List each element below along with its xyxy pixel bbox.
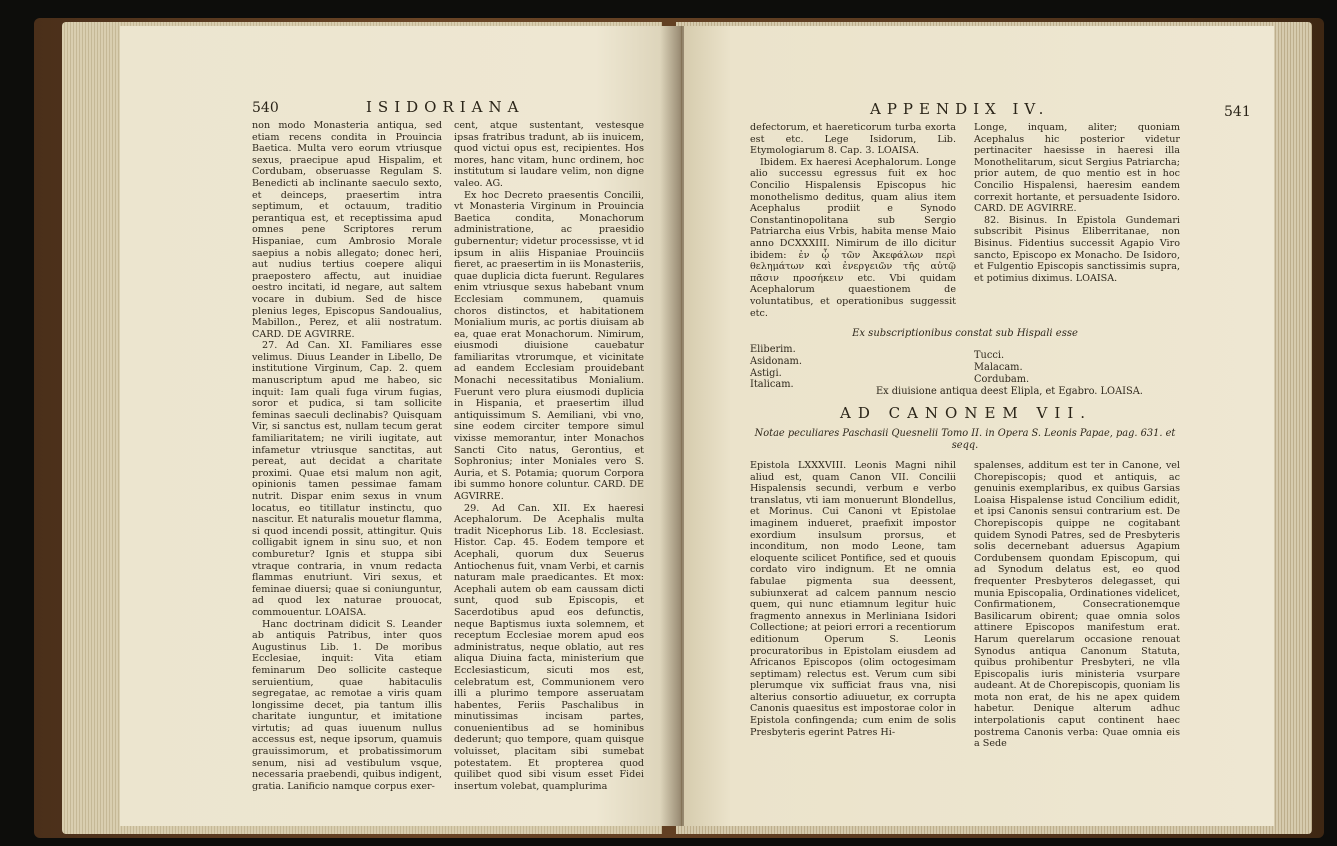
paragraph: 29. Ad Can. XII. Ex haeresi Acephalorum. De Acephalis multa tradit Nicephorus Lib. 18. Ecclesiast. Histor. Cap. 45. Eodem tempore et Acephali, quorum dux Seuerus Antiochenus fuit, vnam Verbi, et carnis naturam male praedicantes. Et mox: Acephali autem ob eam caussam dicti sunt, quod sub Episcopis, et Sacerdotibus apud eos defunctis, neque Baptismus iuxta solemnem, et receptum Ecclesiae morem apud eos administratus, neque oblatio, aut res aliqua Diuina facta, ministerium que Ecclesiasticum, sicuti mos est, celebratum est, Communionem vero illi a plurimo tempore asseruatam habentes, Feriis Paschalibus in minutissimas incisam partes, conuenientibus ad se hominibus dederunt; quo tempore, quam quisque voluisset, placitam sibi sumebat potestatem. Et propterea quod quilibet quod sibi visum esset Fidei insertum volebat, quamplurima bbox=[454, 502, 644, 792]
sees-right-list bbox=[974, 350, 1029, 385]
paragraph: spalenses, additum est ter in Canone, vel Chorepiscopis; quod et antiquis, ac genuinis exemplaribus, ex quibus Garsias Loaisa Hispalense istud Concilium edidit, et ipsi Canonis sensui contrarium est. De Chorepiscopis quippe ne cogitabant quidem Synodi Patres, sed de Presbyteris solis decernebant aduersus Agapium Cordubensem quondam Episcopum, qui ad Synodum delatus est, eo quod frequenter Presbyteros delegasset, qui munia Episcopalia, Ordinationes videlicet, Confirmationem, Consecrationemque Basilicarum obirent; quae omnia solos attinere Episcopos manifestum erat. Harum querelarum occasione renouat Synodus antiqua Canonum Statuta, quibus prohibentur Presbyteri, ne vlla Episcopalis iuris ministeria vsurpare audeant. At de Chorepiscopis, quoniam lis mota non erat, de his ne apex quidem habetur. Denique alterum adhuc interpolationis caput continent haec postrema Canonis verba: Quae omnia eis a Sede bbox=[974, 460, 1180, 750]
left-page bbox=[120, 26, 680, 826]
paragraph: Ex hoc Decreto praesentis Concilii, vt Monasteria Virginum in Prouincia Baetica condita, Monachorum administratione, ac praesidio gubernentur; videtur processisse, vt id ipsum in aliis Hispaniae Prouinciis fieret, ac praesertim in iis Monasteriis, quae duplicia dicta fuerunt. Regulares enim vtriusque sexus habebant vnum Ecclesiam communem, quamuis choros distinctos, et habitationem Monialium muris, ac portis diuisam ab ea, quae erat Monachorum. Nimirum, eiusmodi diuisione cauebatur familiaritas vtrorumque, et vicinitate ad eandem Ecclesiam prouidebant Monachi necessitatibus Monialium. Fuerunt vero plura eiusmodi duplicia in Hispania, et praesertim illud antiquissimum S. Aemiliani, vbi vno, sine eodem circiter tempore simul vixisse memorantur, inter Monachos Sancti Cito natus, Gerontius, et Sophronius; inter Moniales vero S. Auria, et S. Potamia; quorum Corpora ibi summo honore coluntur. CARD. DE AGVIRRE. bbox=[454, 189, 644, 502]
paragraph: defectorum, et haereticorum turba exorta est etc. Lege Isidorum, Lib. Etymologiarum 8. Cap. 3. LOAISA. bbox=[750, 122, 956, 157]
see-item: Cordubam. bbox=[974, 373, 1030, 385]
see-item: Eliberim. bbox=[750, 344, 796, 355]
paragraph: 82. Bisinus. In Epistola Gundemari subscribit Pisinus Eliberritanae, non Bisinus. Fidentius successit Agapio Viro sancto, Episcopo ex Monacho. De Isidoro, et Fulgentio Episcopis sanctissimis supra, et potimius diximus. LOAISA. bbox=[974, 214, 1180, 284]
see-item: Tucci. bbox=[974, 350, 1005, 361]
subscription-title: Ex subscriptionibus constat sub Hispali esse bbox=[852, 328, 1078, 339]
left-page-number: 540 bbox=[252, 100, 279, 116]
section-title: AD CANONEM VII. bbox=[840, 404, 1093, 422]
paragraph: Epistola LXXXVIII. Leonis Magni nihil aliud est, quam Canon VII. Concilii Hispalensis secundi, verbum e verbo translatus, vti iam monuerunt Blondellus, et Morinus. Cui Canoni vt Epistolae imaginem indueret, praefixit impostor exordium insulsum prorsus, et inconditum, non modo Leone, tam eloquente scilicet Pontifice, sed et quouis cordato viro indignum. Et ne omnia fabulae pigmenta sua deessent, subiunxerat ad calcem pannum nescio quem, qui nunc etiamnum legitur huic fragmento annexus in Merliniana Isidori Collectione; at peiori errori a recentiorum editionum Operum S. Leonis procuratoribus in Epistolam eiusdem ad Africanos Episcopos (olim octogesimam septimam) relectus est. Verum cum sibi plerumque vix sufficiat fraus vna, nisi alterius consortio adiuuetur, ex corrupta Canonis quaesitus est impostorae color in Epistola confingenda; cum enim de solis Presbyteris egerint Patres Hi- bbox=[750, 460, 956, 738]
see-item: Astigi. bbox=[750, 367, 782, 379]
right-page bbox=[684, 26, 1274, 826]
sees-note: Ex diuisione antiqua deest Elipla, et Egabro. LOAISA. bbox=[876, 386, 1143, 397]
right-page-number: 541 bbox=[1224, 104, 1251, 120]
left-running-head: ISIDORIANA bbox=[366, 98, 525, 116]
see-item: Italicam. bbox=[750, 379, 794, 391]
paragraph: non modo Monasteria antiqua, sed etiam recens condita in Prouincia Baetica. Multa vero eorum vtriusque sexus, praecipue apud Hispalim, et Cordubam, obseruasse Regulam S. Benedicti ab inclinante saeculo sexto, et deinceps, praesertim intra septimum, et octauum, traditio perantiqua est, et receptissima apud omnes pene Scriptores rerum Hispaniae, cum Ambrosio Morale saepius a nobis allegato; donec heri, aut nudius tertius coepere aliqui praepostero affectu, aut inuidiae oestro incitati, id negare, aut saltem vocare in dubium. Sed de hisce plenius leges, Episcopus Sandoualius, Mabillon., Perez, et alii nostratum. CARD. DE AGVIRRE. bbox=[252, 120, 442, 340]
paragraph: Hanc doctrinam didicit S. Leander ab antiquis Patribus, inter quos Augustinus Lib. 1. De moribus Ecclesiae, inquit: Vita etiam feminarum Deo sollicite casteque seruientium, quae habitaculis segregatae, ac remotae a viris quam longissime decet, pia tantum illis charitate iunguntur, et imitatione virtutis; ad quas iuuenum nullus accessus est, neque ipsorum, quamuis grauissimorum, et probatissimorum senum, nisi ad vestibulum vsque, necessaria praebendi, quibus indigent, gratia. Lanificio namque corpus exer- bbox=[252, 618, 442, 792]
right-running-head: APPENDIX IV. bbox=[870, 100, 1050, 118]
paragraph: Longe, inquam, aliter; quoniam Acephalus hic posterior videtur pertinaciter haesisse in haeresi illa Monothelitarum, sicut Sergius Patriarcha; prior autem, de quo mentio est in hoc Concilio Hispalensi, haeresim eandem correxit hortante, et persuadente Isidoro. CARD. DE AGVIRRE. bbox=[974, 122, 1180, 215]
right-column-4 bbox=[974, 460, 1180, 750]
sees-left-list bbox=[750, 344, 802, 391]
notes-title: Notae peculiares Paschasii Quesnelii Tomo II. in Opera S. Leonis Papae, pag. 631. et seqq. bbox=[754, 428, 1176, 451]
paragraph: 27. Ad Can. XI. Familiares esse velimus. Diuus Leander in Libello, De institutione Virginum, Cap. 2. quem manuscriptum apud me habeo, sic inquit: Iam quali fuga virum fugias, soror et pudica, si tam sollicite feminas saeculi declinabis? Quisquam Vir, si sanctus est, nullam tecum gerat familiaritatem; ne virili iugitate, aut infametur vtriusque sanctitas, aut pereat, aut decidat a charitate proximi. Quae etsi malum non agit, opinionis tamen pessimae famam nutrit. Dispar enim sexus in vnum locatus, eo titillatur instinctu, quo nascitur. Et naturalis mouetur flamma, si quod incendi possit, attingitur. Quis colligabit ignem in sinu suo, et non comburetur? Ignis et stuppa sibi vtraque contraria, in vnum redacta flammas enutriunt. Viri sexus, et feminae diuersi; quae si coniunguntur, ad quod lex naturae prouocat, commouentur. LOAISA. bbox=[252, 340, 442, 618]
left-column-1 bbox=[252, 120, 442, 792]
see-item: Asidonam. bbox=[750, 355, 802, 367]
right-column-3 bbox=[750, 460, 956, 738]
right-column-1 bbox=[750, 122, 956, 319]
see-item: Malacam. bbox=[974, 361, 1023, 373]
paragraph: cent, atque sustentant, vestesque ipsas fratribus tradunt, ab iis inuicem, quod victui opus est, recipientes. Hos mores, hanc vitam, hunc ordinem, hoc institutum si laudare velim, non digne valeo. AG. bbox=[454, 120, 644, 189]
left-column-2 bbox=[454, 120, 644, 792]
right-column-2 bbox=[974, 122, 1180, 284]
paragraph: Ibidem. Ex haeresi Acephalorum. Longe alio successu egressus fuit ex hoc Concilio Hispalensis Episcopus hic monothelismo deditus, quam alius item Acephalus prodiit e Synodo Constantinopolitana sub Sergio Patriarcha eius Vrbis, habita mense Maio anno DCXXXIII. Nimirum de illo dicitur ibidem: ἐν ᾧ τῶν Ἀκεφάλων περὶ θελημάτων καὶ ἐνεργειῶν τῆς αὐτῷ πᾶσιν προσήκειν etc. Vbi quidam Acephalorum quaestionem de voluntatibus, et operationibus suggessit etc. bbox=[750, 156, 956, 319]
